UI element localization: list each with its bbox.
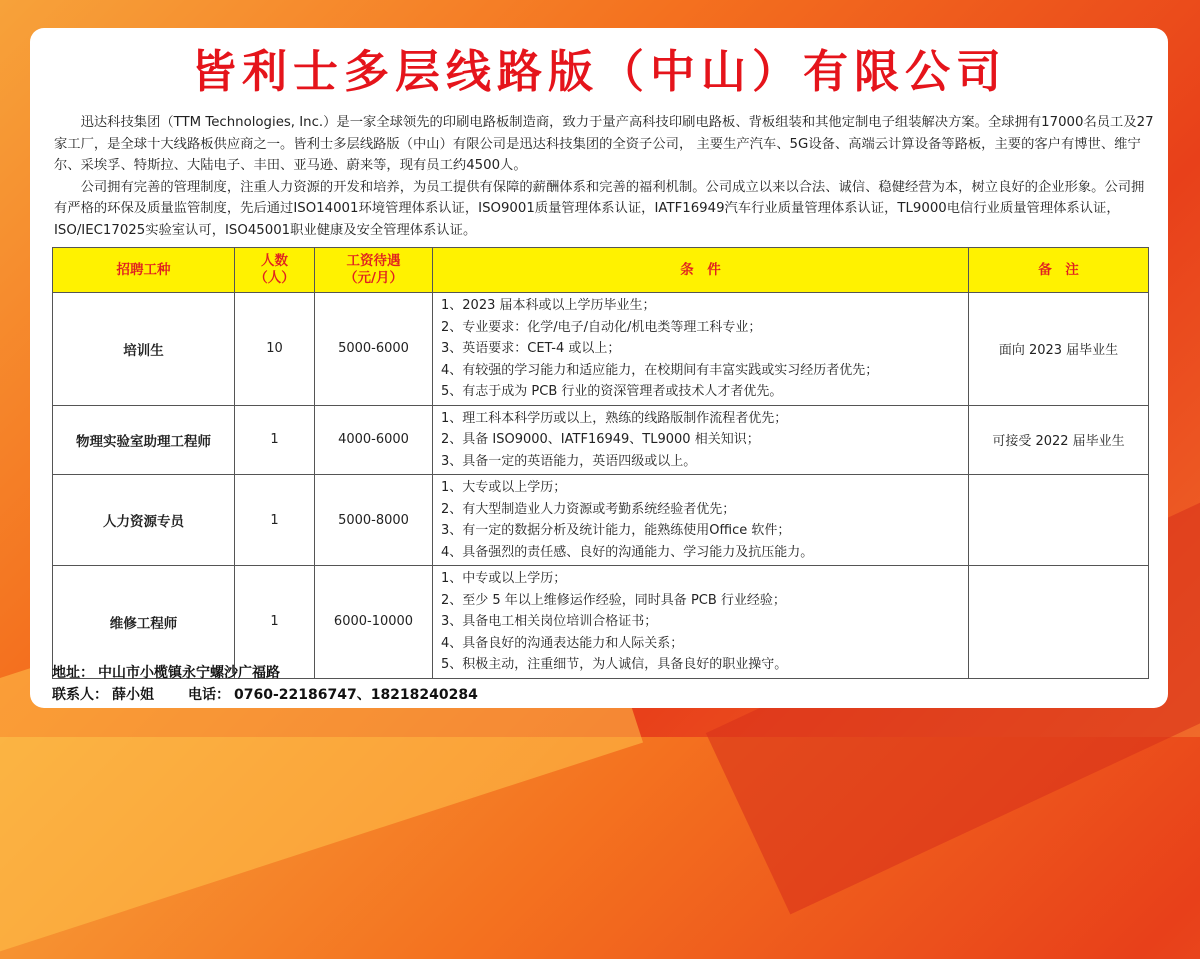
role-cell: 维修工程师 <box>53 566 235 679</box>
count-cell: 1 <box>235 405 315 475</box>
phone-value: 0760-22186747、18218240284 <box>234 687 478 703</box>
role-cell: 培训生 <box>53 293 235 406</box>
company-intro <box>54 112 1154 241</box>
notes-cell: 可接受 2022 届毕业生 <box>969 405 1149 475</box>
conditions-cell: 1、理工科本科学历或以上，熟练的线路版制作流程者优先； 2、具备 ISO9000、IATF16949、TL9000 相关知识； 3、具备一定的英语能力，英语四级或以上。 <box>433 405 969 475</box>
company-title: 皆利士多层线路版（中山）有限公司 <box>190 45 1007 98</box>
notes-cell <box>969 566 1149 679</box>
notes-cell: 面向 2023 届毕业生 <box>969 293 1149 406</box>
salary-cell: 4000-6000 <box>315 405 433 475</box>
salary-cell: 5000-8000 <box>315 475 433 566</box>
address-value: 中山市小榄镇永宁螺沙广福路 <box>98 665 280 681</box>
conditions-cell: 1、2023 届本科或以上学历毕业生； 2、专业要求：化学/电子/自动化/机电类等理工科专业； 3、英语要求：CET-4 或以上； 4、有较强的学习能力和适应能力，在校期间有丰富实践或实习经历者优先； 5、有志于成为 PCB 行业的资深管理者或技术人才者优先。 <box>433 293 969 406</box>
conditions-cell: 1、中专或以上学历； 2、至少 5 年以上维修运作经验，同时具备 PCB 行业经验； 3、具备电工相关岗位培训合格证书； 4、具备良好的沟通表达能力和人际关系； 5、积极主动，注重细节，为人诚信，具备良好的职业操守。 <box>433 566 969 679</box>
table-row <box>53 405 1149 475</box>
header-salary: 工资待遇 （元/月） <box>315 248 433 293</box>
poster-card <box>30 28 1168 708</box>
salary-cell: 6000-10000 <box>315 566 433 679</box>
phone-label: 电话： <box>188 687 230 703</box>
header-notes: 备 注 <box>969 248 1149 293</box>
role-cell: 物理实验室助理工程师 <box>53 405 235 475</box>
contact-footer <box>52 662 482 706</box>
conditions-cell: 1、大专或以上学历； 2、有大型制造业人力资源或考勤系统经验者优先； 3、有一定的数据分析及统计能力，能熟练使用Office 软件； 4、具备强烈的责任感、良好的沟通能力、学习能力及抗压能力。 <box>433 475 969 566</box>
salary-cell: 5000-6000 <box>315 293 433 406</box>
contact-value: 薛小姐 <box>112 687 154 703</box>
role-cell: 人力资源专员 <box>53 475 235 566</box>
address-label: 地址： <box>52 665 94 681</box>
count-cell: 10 <box>235 293 315 406</box>
header-conditions: 条 件 <box>433 248 969 293</box>
intro-paragraph: 迅达科技集团（TTM Technologies, Inc.）是一家全球领先的印刷电路板制造商，致力于量产高科技印刷电路板、背板组装和其他定制电子组装解决方案。全球拥有17000名员工及27家工厂，是全球十大线路板供应商之一。皆利士多层线路版（中山）有限公司是迅达科技集团的全资子公司， 主要生产汽车、5G设备、高端云计算设备等路板，主要的客户有博世、维宁尔、采埃孚、特斯拉、大陆电子、丰田、亚马逊、蔚来等，现有员工约4500人。 <box>54 115 1154 173</box>
jobs-table <box>52 247 1149 679</box>
count-cell: 1 <box>235 566 315 679</box>
address-row <box>52 662 482 684</box>
notes-cell <box>969 475 1149 566</box>
table-header-row <box>53 248 1149 293</box>
contact-label: 联系人： <box>52 687 108 703</box>
header-count: 人数 （人） <box>235 248 315 293</box>
header-role: 招聘工种 <box>53 248 235 293</box>
table-row <box>53 293 1149 406</box>
count-cell: 1 <box>235 475 315 566</box>
contact-row <box>52 684 482 706</box>
table-row <box>53 475 1149 566</box>
intro-paragraph: 公司拥有完善的管理制度，注重人力资源的开发和培养，为员工提供有保障的薪酬体系和完善的福利机制。公司成立以来以合法、诚信、稳健经营为本，树立良好的企业形象。公司拥有严格的环保及质量监管制度，先后通过ISO14001环境管理体系认证，ISO9001质量管理体系认证，IATF16949汽车行业质量管理体系认证，TL9000电信行业质量管理体系认证，ISO/IEC17025实验室认可，ISO45001职业健康及安全管理体系认证。 <box>54 179 1145 238</box>
